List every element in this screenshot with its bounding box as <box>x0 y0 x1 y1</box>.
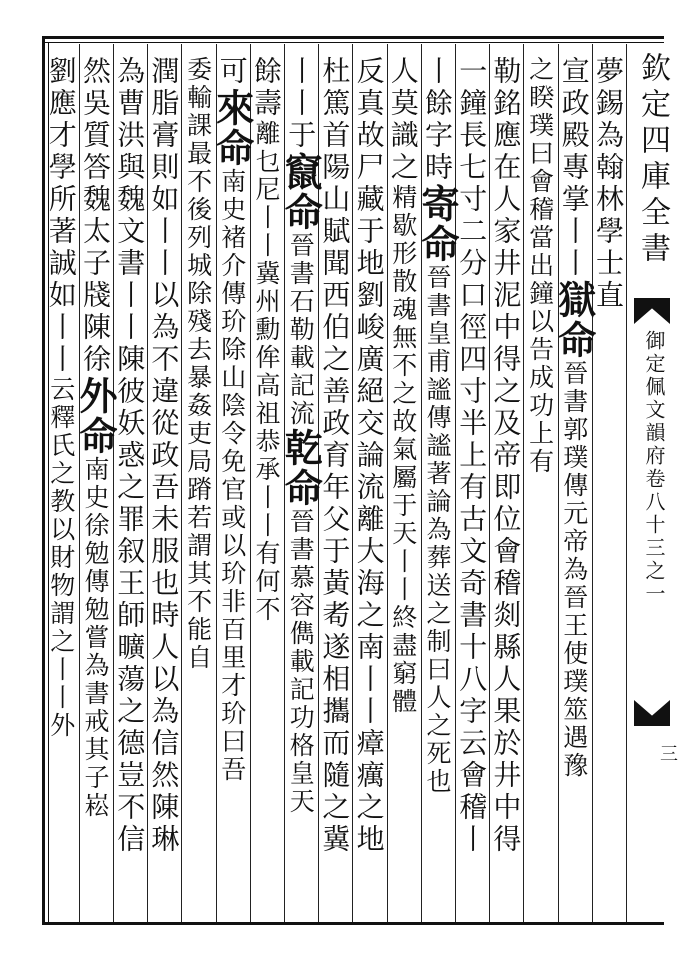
main-text: 夢錫為翰林學士直 <box>592 56 625 312</box>
main-text: 餘壽 <box>250 56 283 120</box>
annotation-text: 晉書皇甫謐傳謐著論為葬送之制曰人之死也 <box>423 264 452 796</box>
text-column <box>109 56 149 856</box>
frame-bottom-border <box>42 922 664 925</box>
fishtail-bottom-icon <box>634 700 670 726</box>
text-column <box>178 56 218 672</box>
entry-headword: 獄命 <box>551 280 597 360</box>
main-text: 劉應才學所著誠如丨丨 <box>44 56 78 376</box>
annotation-text: 南史褚介傳玠除山陰令免官或以玠非百里才玠曰吾 <box>217 168 247 784</box>
entry-headword: 來命 <box>209 88 255 168</box>
text-column <box>143 56 183 856</box>
text-column <box>451 56 491 856</box>
entry-headword: 竄命 <box>278 152 324 232</box>
text-column <box>588 56 628 312</box>
text-column <box>349 56 389 856</box>
main-text: 潤脂膏則如丨丨以為不違從政吾未服也時人以為信然陳琳 <box>147 56 181 856</box>
text-column <box>209 56 255 784</box>
fishtail-top-icon <box>634 298 670 324</box>
text-column <box>41 56 81 740</box>
frame-top-border <box>42 36 664 39</box>
main-text: 人莫識之 <box>386 56 420 184</box>
annotation-text: 晉書石勒載記流 <box>286 232 316 428</box>
annotation-text: 精歇形散魂無不之故氣屬于天丨丨終盡窮體 <box>388 184 418 716</box>
main-text: 為曹洪與魏文書丨丨陳彼妖惑之罪叙王師曠蕩之德豈不信 <box>113 56 147 856</box>
text-column <box>485 56 525 856</box>
entry-headword: 寄命 <box>415 184 460 264</box>
margin-section <box>640 330 668 606</box>
annotation-text: 委輸課最不後列城除殘去暴姦吏局蹐若謂其不能自 <box>183 56 213 672</box>
book-title: 欽定四庫全書 <box>635 52 670 268</box>
text-column <box>383 56 423 716</box>
annotation-text: 晉書郭璞傳元帝為晉王使璞筮遇豫 <box>559 360 589 780</box>
main-text: 宣政殿專掌丨丨 <box>557 56 591 280</box>
text-column <box>520 56 560 476</box>
annotation-text: 離乜尼丨丨冀州 <box>252 120 281 316</box>
annotation-text: 之睽璞曰會稽當出鐘以告成功上有 <box>525 56 555 476</box>
main-text: 然吳質答魏太子牋陳徐 <box>79 56 112 376</box>
text-column <box>415 56 460 796</box>
text-column <box>551 56 597 780</box>
page-number: 三 <box>660 744 678 765</box>
main-text: 丨餘字時 <box>421 56 454 184</box>
section-title: 御定佩文韻府 <box>642 330 666 468</box>
main-text: 丨丨于 <box>284 56 318 152</box>
entry-headword: 乾命 <box>278 428 324 508</box>
main-text: 可 <box>215 56 249 88</box>
text-column <box>73 56 118 820</box>
annotation-text: 晉書慕容儁載記功格皇天 <box>286 508 316 816</box>
volume-number: 卷八十三之一 <box>642 468 666 606</box>
main-text: 勒銘應在人家井泥中得之及帝即位會稽剡縣人果於井中得 <box>489 56 523 856</box>
frame-top-inner-border <box>42 42 664 43</box>
main-text: 一鐘長七寸二分口徑四寸半上有古文奇書十八字云會稽丨 <box>455 56 489 856</box>
annotation-text: 南史徐勉傳勉嘗為書戒其子崧 <box>81 456 110 820</box>
entry-headword: 外命 <box>73 376 118 456</box>
annotation-text: 勳侔高祖恭承丨丨有何不 <box>252 316 281 624</box>
text-column <box>278 56 324 816</box>
annotation-text: 云釋氏之教以財物謂之丨丨外 <box>46 376 76 740</box>
main-text: 反真故尸藏于地劉峻廣絕交論流離大海之南丨丨瘴癘之地 <box>352 56 386 856</box>
main-text: 杜篤首陽山賦聞西伯之善政育年父于黃耇遂相攜而隨之冀 <box>318 56 352 856</box>
